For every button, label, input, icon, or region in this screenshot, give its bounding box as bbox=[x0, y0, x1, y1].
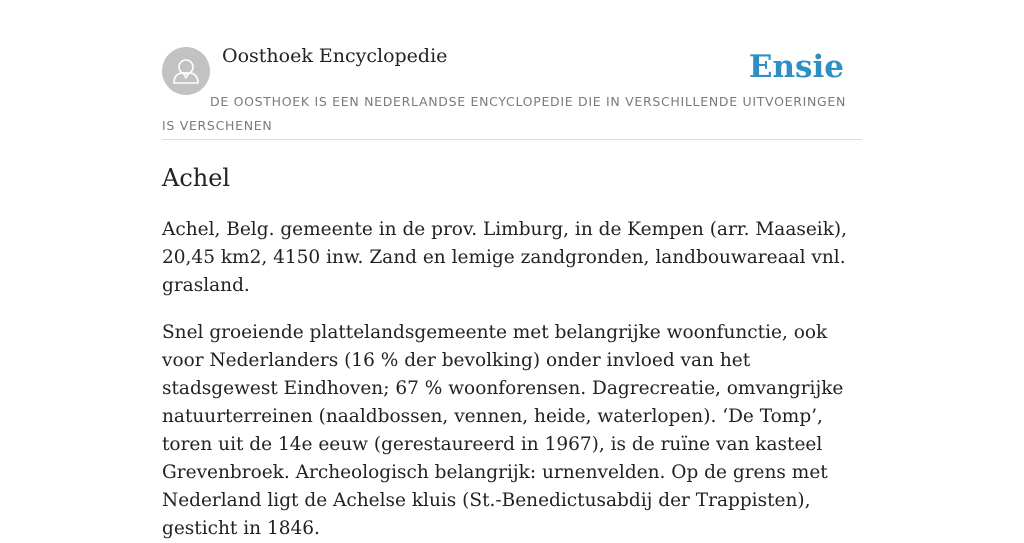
article-paragraph: Achel, Belg. gemeente in de prov. Limburg, in de Kempen (arr. Maaseik), 20,45 km2, 4150 inw. Zand en lemige zandgronden, landbouwareaal vnl. grasland. bbox=[162, 219, 848, 296]
user-icon[interactable] bbox=[162, 47, 210, 95]
article-title: Achel bbox=[162, 164, 231, 192]
source-description: DE OOSTHOEK IS EEN NEDERLANDSE ENCYCLOPEDIE DIE IN VERSCHILLENDE UITVOERINGEN IS VERSCHENEN bbox=[162, 94, 847, 133]
article bbox=[162, 160, 852, 543]
article-paragraph: Snel groeiende plattelandsgemeente met belangrijke woonfunctie, ook voor Nederlanders (16 % der bevolking) onder invloed van het stadsgewest Eindhoven; 67 % woonforensen. Dagrecreatie, omvangrijke natuurterreinen (naaldbossen, vennen, heide, waterlopen). ‘De Tomp’, toren uit de 14e eeuw (gerestaureerd in 1967), is de ruïne van kasteel Grevenbroek. Archeologisch belangrijk: urnenvelden. Op de grens met Nederland ligt de Achelse kluis (St.-Benedictusabdij der Trappisten), gesticht in 1846. bbox=[162, 322, 844, 539]
source-header bbox=[162, 40, 862, 140]
source-name[interactable]: Oosthoek Encyclopedie bbox=[222, 45, 448, 67]
ensie-logo-link[interactable]: Ensie bbox=[748, 49, 844, 85]
